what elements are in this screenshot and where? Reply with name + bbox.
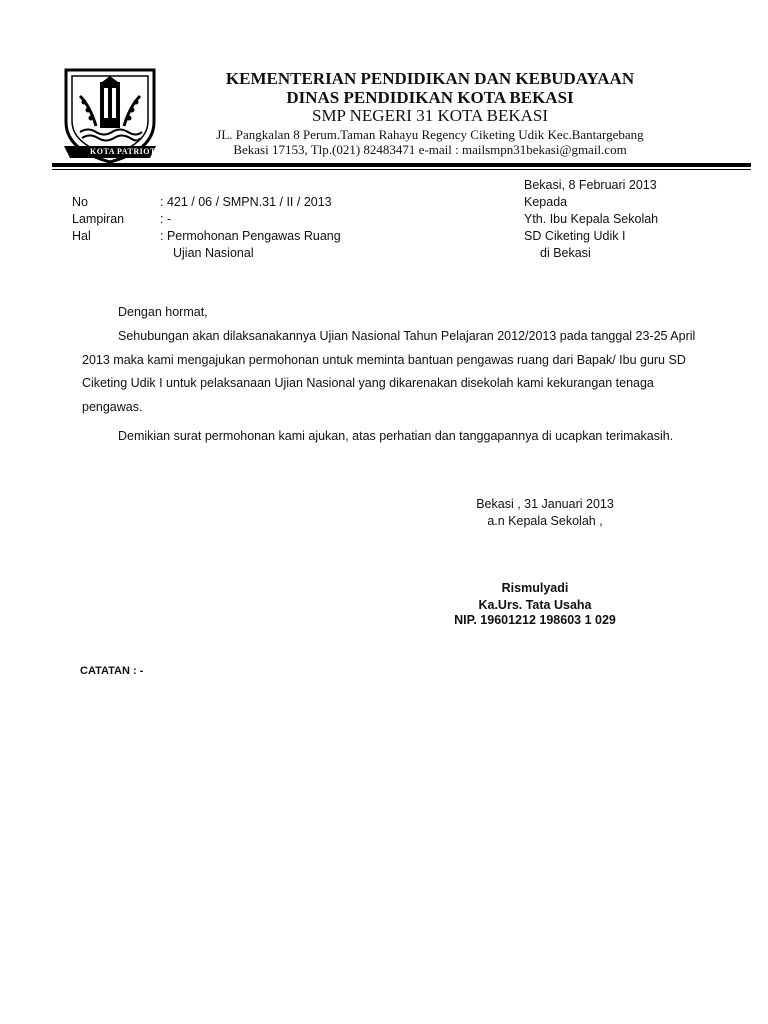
no-value: : 421 / 06 / SMPN.31 / II / 2013 <box>160 195 332 209</box>
no-label: No <box>72 195 88 209</box>
signer-name: Rismulyadi <box>501 581 569 595</box>
recipient-line-1: Yth. Ibu Kepala Sekolah <box>524 212 659 226</box>
kepada-label: Kepada <box>524 195 568 209</box>
lampiran-label: Lampiran <box>72 212 125 226</box>
signer-position: Ka.Urs. Tata Usaha <box>478 598 592 612</box>
lampiran-value: : - <box>160 212 172 226</box>
school-contact: Bekasi 17153, Tlp.(021) 82483471 e-mail : mailsmpn31bekasi@gmail.com <box>233 142 627 157</box>
hal-value: : Permohonan Pengawas Ruang <box>160 229 341 243</box>
agency-title: DINAS PENDIDIKAN KOTA BEKASI <box>286 88 574 107</box>
signature-place-date: Bekasi , 31 Januari 2013 <box>476 497 614 511</box>
school-title: SMP NEGERI 31 KOTA BEKASI <box>311 106 549 125</box>
body-paragraph-1 <box>82 325 704 419</box>
logo-ribbon-text: KOTA PATRIOT <box>90 147 156 156</box>
hal-value-continued: Ujian Nasional <box>173 246 254 260</box>
hal-label: Hal <box>72 229 91 243</box>
recipient-line-3: di Bekasi <box>540 246 591 260</box>
school-address: JL. Pangkalan 8 Perum.Taman Rahayu Regency Ciketing Udik Kec.Bantargebang <box>216 127 644 142</box>
signature-on-behalf: a.n Kepala Sekolah , <box>487 514 603 528</box>
body-paragraph-1-text: Sehubungan akan dilaksanakannya Ujian Nasional Tahun Pelajaran 2012/2013 pada tanggal 23-25 April 2013 maka kami mengajukan permohonan untuk meminta bantuan pengawas ruang dari Bapak/ Ibu guru SD Ciketing Udik I untuk pelaksanaan Ujian Nasional yang dikarenakan disekolah kami kekurangan tenaga pengawas. <box>82 329 696 414</box>
signer-nip: NIP. 19601212 198603 1 029 <box>454 613 616 627</box>
kota-bekasi-crest-logo <box>50 66 170 166</box>
letterhead-divider-thick <box>52 163 751 167</box>
body-paragraph-2-text: Demikian surat permohonan kami ajukan, atas perhatian dan tanggapannya di ucapkan terimakasih. <box>118 429 674 443</box>
body-paragraph-2 <box>82 425 704 449</box>
letter-date: Bekasi, 8 Februari 2013 <box>524 178 657 192</box>
recipient-line-2: SD Ciketing Udik I <box>524 229 626 243</box>
ministry-title: KEMENTERIAN PENDIDIKAN DAN KEBUDAYAAN <box>225 69 635 88</box>
letterhead-divider-thin <box>52 169 751 170</box>
greeting: Dengan hormat, <box>118 305 208 319</box>
note-label: CATATAN : - <box>80 665 144 677</box>
